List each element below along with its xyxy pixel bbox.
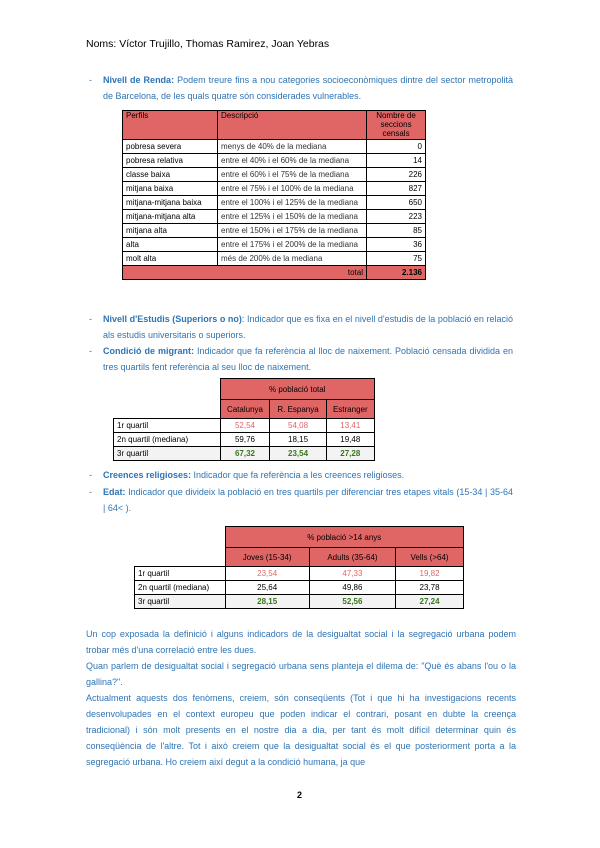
table-cell: menys de 40% de la mediana [218,140,367,154]
table-cell: 19,82 [396,567,464,581]
table-row [135,595,464,609]
table-row [123,168,426,182]
table-cell: més de 200% de la mediana [218,252,367,266]
table-cell: 226 [367,168,426,182]
table-cell: 27,24 [396,595,464,609]
table3-col: Vells (>64) [396,548,464,567]
table-cell: classe baixa [123,168,218,182]
table1-total-value: 2.136 [367,266,426,280]
bullet-creences [89,468,513,484]
table-row [114,419,375,433]
estudis-title: Nivell d'Estudis (Superiors o no) [103,314,242,324]
table1-header-descripcio: Descripció [218,111,367,140]
table-cell: molt alta [123,252,218,266]
table-cell: 13,41 [326,419,374,433]
bullet-dash: - [89,346,92,356]
bullet-edat [89,485,513,516]
table-cell: mitjana-mitjana alta [123,210,218,224]
table-cell: entre el 75% i el 100% de la mediana [218,182,367,196]
table1-total-label: total [123,266,367,280]
table-cell: 223 [367,210,426,224]
renda-title: Nivell de Renda: [103,75,175,85]
table-cell: 1r quartil [114,419,221,433]
table-row [123,154,426,168]
table-cell: 59,76 [220,433,270,447]
table-cell: pobresa severa [123,140,218,154]
table-cell: 25,64 [225,581,309,595]
table-cell: 52,56 [309,595,395,609]
bullet-renda [89,73,513,104]
table-row [123,238,426,252]
table-cell: 23,78 [396,581,464,595]
table-cell: 0 [367,140,426,154]
table-row [135,581,464,595]
age-table [134,526,464,609]
table-cell: 827 [367,182,426,196]
table-cell: entre el 100% i el 125% de la mediana [218,196,367,210]
income-profiles-table [122,110,426,280]
table-cell: mitjana alta [123,224,218,238]
bullet-dash: - [89,314,92,324]
paragraph-1: Un cop exposada la definició i alguns indicadors de la desigualtat social i la segregació urbana podem trobar més d'una correlació entre les dues. [86,629,516,655]
table-cell: 3r quartil [135,595,226,609]
bullet-estudis [89,312,514,343]
table-row [123,210,426,224]
table-cell: 27,28 [326,447,374,461]
table-row [123,196,426,210]
edat-title: Edat: [103,487,126,497]
table-cell: 85 [367,224,426,238]
table-cell: 18,15 [270,433,326,447]
table-cell: 36 [367,238,426,252]
table-cell: 49,86 [309,581,395,595]
bullet-dash: - [89,487,92,497]
table-cell: entre el 175% i el 200% de la mediana [218,238,367,252]
bullet-dash: - [89,75,92,85]
paragraph-2: Quan parlem de desigualtat social i segregació urbana sens planteja el dilema de: "Què és abans l'ou o la gallina?". [86,661,516,687]
table-cell: 23,54 [225,567,309,581]
table3-col: Adults (35-64) [309,548,395,567]
table-cell: pobresa relativa [123,154,218,168]
table-cell: 650 [367,196,426,210]
table-row [123,224,426,238]
table2-col: Catalunya [220,400,270,419]
migrant-text: Indicador que fa referència al lloc de naixement. Població censada dividida en tres quartils fent referència al seu lloc de naixement. [103,346,514,372]
table2-col: Estranger [326,400,374,419]
table-cell: 28,15 [225,595,309,609]
bullet-dash: - [89,470,92,480]
document-header: Noms: Víctor Trujillo, Thomas Ramirez, Joan Yebras [86,38,330,50]
table-row [114,433,375,447]
migrant-table [113,378,375,461]
table-cell: 75 [367,252,426,266]
estudis-text: : Indicador que es fixa en el nivell d'estudis de la població en relació als estudis universitaris o superiors. [103,314,514,340]
table-total-row [123,266,426,280]
creences-text: Indicador que fa referència a les creences religioses. [191,470,405,480]
table2-col: R. Espanya [270,400,326,419]
table2-title: % població total [220,379,375,400]
bullet-migrant [89,344,514,375]
table-cell: 52,54 [220,419,270,433]
table-cell: 14 [367,154,426,168]
edat-text: Indicador que divideix la població en tres quartils per diferenciar tres etapes vitals (15-34 | 35-64 | 64< ). [103,487,513,513]
table-cell: 3r quartil [114,447,221,461]
table-cell: entre el 150% i el 175% de la mediana [218,224,367,238]
migrant-title: Condició de migrant: [103,346,194,356]
table-cell: entre el 60% i el 75% de la mediana [218,168,367,182]
page-number: 2 [297,790,303,800]
paragraph-3: Actualment aquests dos fenòmens, creiem, són conseqüents (Tot i que hi ha investigacions recents desenvolupades en el context europeu que poden indicar el contrari, posant en dubte la creença tradicional) i són molt presents en el nostre dia a dia, per tant és molt difícil determinar quin és conseqüència de l'altre. Tot i això creiem que la desigualtat social és el que posteriorment porta a la segregació urbana. Ho creiem així degut a la condició humana, ja que [86,693,516,767]
table-cell: 67,32 [220,447,270,461]
renda-text: Podem treure fins a nou categories socioeconòmiques dintre del sector metropolità de Barcelona, de les quals quatre són considerades vulnerables. [103,75,513,101]
table3-title: % població >14 anys [225,527,464,548]
table-row [123,140,426,154]
table-cell: mitjana-mitjana baixa [123,196,218,210]
table1-header-perfils: Perfils [123,111,218,140]
creences-title: Creences religioses: [103,470,192,480]
table-cell: 1r quartil [135,567,226,581]
table-cell: 23,54 [270,447,326,461]
table-cell: 2n quartil (mediana) [135,581,226,595]
table-cell: 2n quartil (mediana) [114,433,221,447]
table-cell: entre el 40% i el 60% de la mediana [218,154,367,168]
table-cell: alta [123,238,218,252]
table-cell: 47,33 [309,567,395,581]
table-row [123,182,426,196]
table-cell: 54,08 [270,419,326,433]
table-cell: entre el 125% i el 150% de la mediana [218,210,367,224]
table-row [123,252,426,266]
table-cell: 19,48 [326,433,374,447]
table-row [114,447,375,461]
table1-header-seccions: Nombre de seccions censals [367,111,426,140]
table-row [135,567,464,581]
table3-col: Joves (15-34) [225,548,309,567]
table-cell: mitjana baixa [123,182,218,196]
